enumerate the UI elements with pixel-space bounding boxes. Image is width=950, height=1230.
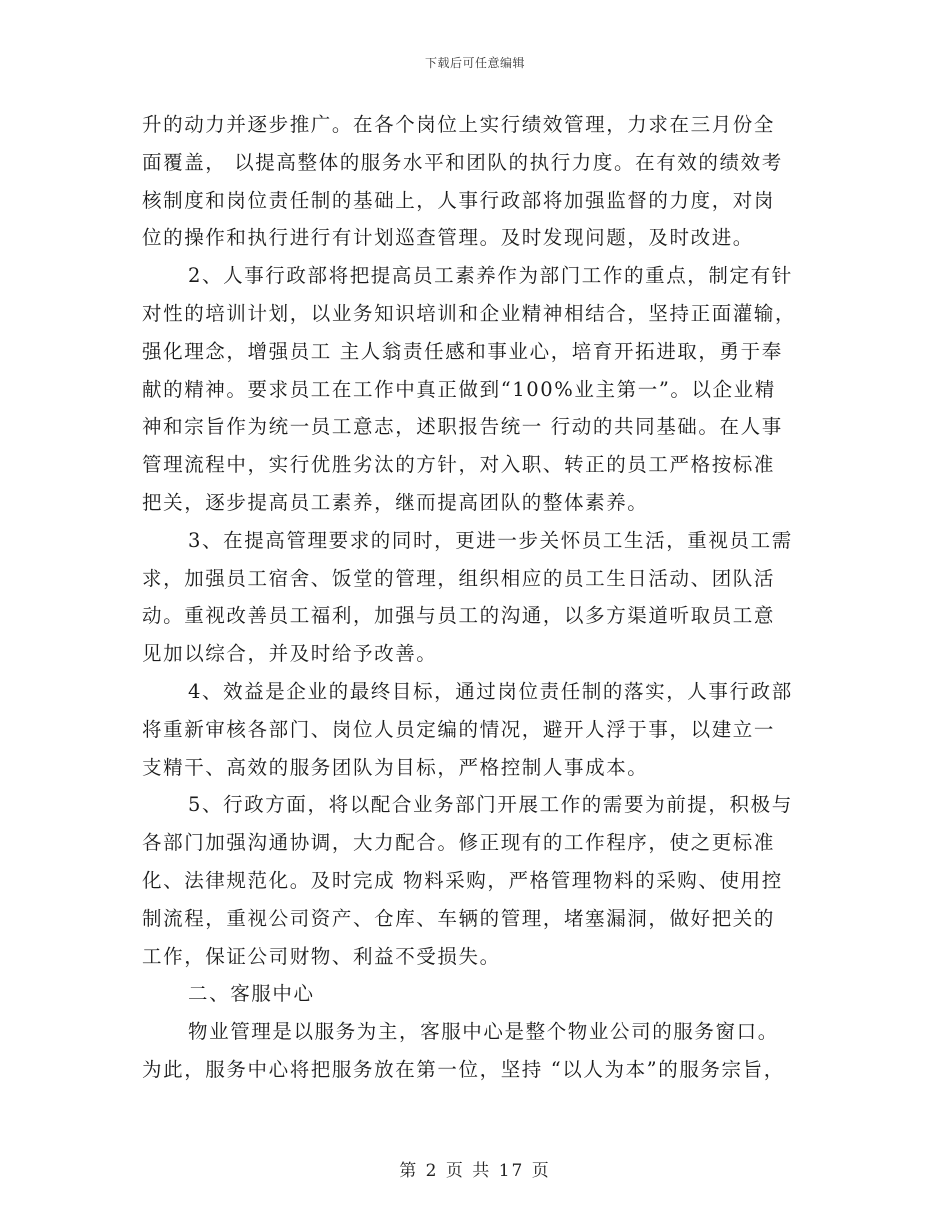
text-line: 核制度和岗位责任制的基础上，人事行政部将加强监督的力度，对岗	[142, 188, 776, 212]
text-line: 5、行政方面，将以配合业务部门开展工作的需要为前提，积极与	[188, 793, 793, 817]
text-line: 2、人事行政部将把提高员工素养作为部门工作的重点，制定有针	[188, 264, 793, 288]
text-line: 化、法律规范化。及时完成 物料采购，严格管理物料的采购、使用控	[142, 868, 783, 892]
text-line: 各部门加强沟通协调，大力配合。修正现有的工作程序，使之更标准	[142, 831, 776, 855]
text-line: 神和宗旨作为统一员工意志，述职报告统一 行动的共同基础。在人事	[142, 415, 783, 439]
page-header: 下载后可任意编辑	[424, 56, 525, 70]
body-text	[142, 106, 814, 1089]
text-line: 工作，保证公司财物、利益不受损失。	[142, 944, 501, 968]
page-footer: 第 2 页 共 17 页	[399, 1161, 551, 1181]
text-line: 支精干、高效的服务团队为目标，严格控制人事成本。	[142, 755, 649, 779]
text-line: 把关，逐步提高员工素养，继而提高团队的整体素养。	[142, 490, 649, 514]
text-line: 二、客服中心	[188, 982, 315, 1006]
text-line: 见加以综合，并及时给予改善。	[142, 642, 438, 666]
text-line: 将重新审核各部门、岗位人员定编的情况，避开人浮于事，以建立一	[142, 717, 776, 741]
text-line: 物业管理是以服务为主，客服中心是整个物业公司的服务窗口。	[188, 1020, 779, 1044]
text-line: 3、在提高管理要求的同时，更进一步关怀员工生活，重视员工需	[188, 528, 793, 552]
text-line: 对性的培训计划，以业务知识培训和企业精神相结合，坚持正面灌输，	[142, 301, 797, 325]
text-line: 4、效益是企业的最终目标，通过岗位责任制的落实，人事行政部	[188, 679, 793, 703]
text-line: 动。重视改善员工福利，加强与员工的沟通，以多方渠道听取员工意	[142, 604, 776, 628]
text-line: 为此，服务中心将把服务放在第一位，坚持 “以人为本”的服务宗旨，	[142, 1057, 785, 1081]
text-line: 制流程，重视公司资产、仓库、车辆的管理，堵塞漏洞，做好把关的	[142, 906, 776, 930]
text-line: 管理流程中，实行优胜劣汰的方针，对入职、转正的员工严格按标准	[142, 453, 776, 477]
text-line: 位的操作和执行进行有计划巡查管理。及时发现问题，及时改进。	[142, 226, 754, 250]
text-line: 面覆盖， 以提高整体的服务水平和团队的执行力度。在有效的绩效考	[142, 150, 783, 174]
text-line: 升的动力并逐步推广。在各个岗位上实行绩效管理，力求在三月份全	[142, 113, 776, 136]
text-line: 求，加强员工宿舍、饭堂的管理，组织相应的员工生日活动、团队活	[142, 566, 776, 590]
text-line: 强化理念，增强员工 主人翁责任感和事业心，培育开拓进取，勇于奉	[142, 339, 783, 363]
text-line: 献的精神。要求员工在工作中真正做到“100%业主第一”。以企业精	[142, 377, 776, 401]
